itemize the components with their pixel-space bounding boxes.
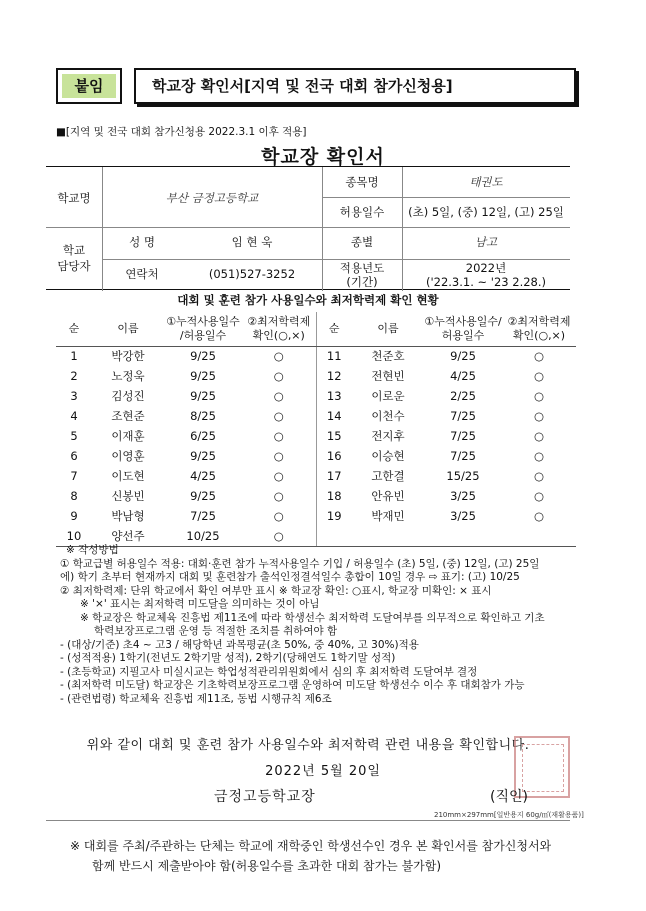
- row-name-right: 전지후: [371, 429, 405, 443]
- row-check-right: ○: [533, 489, 545, 503]
- row-no-right: 15: [316, 426, 352, 446]
- row-no-right: 19: [316, 506, 352, 526]
- apply-year-label-line1: 적용년도: [339, 261, 385, 275]
- note-line: ※ 학교장은 학교체육 진흥법 제11조에 따라 학생선수 최저학력 도달여부를 의무적으로 확인하고 기초: [80, 611, 545, 624]
- row-days-right: 9/25: [450, 349, 476, 364]
- row-check: ○: [273, 369, 284, 383]
- row-days: 9/25: [190, 449, 216, 463]
- row-name-right: 이천수: [371, 409, 405, 423]
- row-check-right: ○: [533, 449, 545, 463]
- col-header-days-line2: /허용일수: [179, 328, 227, 342]
- table-row: [56, 346, 576, 366]
- row-check: ○: [273, 389, 284, 403]
- row-check: ○: [273, 469, 284, 483]
- col-header-days: [164, 312, 242, 346]
- col-header-days-right-line2: 허용일수: [441, 328, 485, 342]
- col-header-no-right: 순: [316, 312, 352, 346]
- table-row: [56, 486, 576, 506]
- row-no: 2: [70, 369, 78, 383]
- footer-note-line2: 함께 반드시 제출받아야 함(허용일수를 초과한 대회 참가는 불가함): [92, 859, 442, 873]
- row-days: 10/25: [164, 526, 242, 546]
- note-line: - (성적적용) 1학기(전년도 2학기말 성적), 2학기(당해연도 1학기말 성적): [60, 652, 396, 664]
- row-name: 양선주: [92, 526, 164, 546]
- row-check: ○: [273, 349, 284, 364]
- school-info-table: [46, 166, 570, 290]
- col-header-academic-right-line1: ②최저학력제: [507, 314, 571, 328]
- row-no: 1: [70, 349, 78, 364]
- notes-heading: ※ 작성방법: [66, 544, 119, 556]
- contact-label: 연락처: [125, 267, 159, 281]
- table-header-row: [56, 312, 576, 346]
- row-no: 4: [70, 409, 78, 423]
- col-header-days-right-line1: ①누적사용일수/: [424, 314, 502, 328]
- row-days: 9/25: [190, 349, 216, 364]
- row-days: 9/25: [190, 389, 216, 403]
- row-name: 신봉빈: [111, 489, 145, 503]
- col-header-name-right: 이름: [352, 312, 424, 346]
- row-check: ○: [273, 409, 284, 423]
- table-row: [56, 446, 576, 466]
- row-name: 이도현: [111, 469, 145, 483]
- allowed-days-value: (초) 5일, (중) 12일, (고) 25일: [408, 205, 564, 219]
- apply-year-label-line2: (기간): [346, 275, 378, 289]
- event-value: 태권도: [469, 175, 503, 189]
- gender-value: 남고: [474, 235, 498, 249]
- gender-label: 종별: [350, 235, 374, 249]
- row-days: 4/25: [190, 469, 216, 483]
- school-name-label: 학교명: [57, 191, 91, 205]
- row-no-right: 12: [316, 366, 352, 386]
- row-days-right: 3/25: [450, 489, 476, 503]
- col-header-days-line1: ①누적사용일수: [166, 314, 240, 328]
- row-name-right: 전현빈: [371, 369, 405, 383]
- row-no: 10: [56, 526, 92, 546]
- note-line: - (대상/기준) 초4 ~ 고3 / 해당학년 과목평균(초 50%, 중 40%, 고 30%)적용: [60, 638, 419, 651]
- row-name: 이재훈: [111, 429, 145, 443]
- contact-value: (051)527-3252: [208, 267, 296, 281]
- table-row: [56, 386, 576, 406]
- manager-name-label: 성 명: [129, 235, 155, 249]
- row-check-right: ○: [533, 389, 545, 403]
- row-name-right: 이로운: [371, 389, 405, 403]
- col-header-academic: [242, 312, 316, 346]
- row-check: ○: [273, 509, 284, 523]
- row-days-right: 3/25: [450, 509, 476, 523]
- document-header-title: 학교장 확인서[지역 및 전국 대회 참가신청용]: [134, 68, 576, 104]
- row-no-right: [316, 526, 352, 546]
- table-row: [56, 366, 576, 386]
- row-check-right: ○: [533, 349, 545, 364]
- col-header-academic-right: [502, 312, 576, 346]
- row-name-right: 이승현: [371, 449, 405, 463]
- note-line: ※ '×' 표시는 최저학력 미도달을 의미하는 것이 아님: [80, 598, 320, 610]
- writing-instructions: [60, 544, 580, 706]
- row-check: ○: [242, 526, 316, 546]
- row-check-right: [502, 526, 576, 546]
- col-header-academic-line2: 확인(○,×): [252, 328, 305, 342]
- applicability-note: ■[지역 및 전국 대회 참가신청용 2022.3.1 이후 적용]: [56, 126, 307, 138]
- table-row: [56, 526, 576, 546]
- row-check: ○: [273, 429, 284, 443]
- col-header-days-right: [424, 312, 502, 346]
- school-name-value: 부산 금정고등학교: [165, 191, 259, 205]
- apply-year-value-line1: 2022년: [465, 261, 507, 275]
- row-no: 3: [70, 389, 78, 403]
- row-no-right: 11: [316, 346, 352, 366]
- row-no: 9: [70, 509, 78, 523]
- paper-size-note: 210mm×297mm[일반용지 60g/㎡(재활용품)]: [434, 811, 584, 819]
- document-title: 학교장 확인서: [261, 146, 385, 168]
- manager-label-line2: 담당자: [57, 259, 91, 273]
- row-no: 6: [70, 449, 78, 463]
- col-header-academic-line1: ②최저학력제: [247, 314, 311, 328]
- row-days-right: 2/25: [450, 389, 476, 403]
- table-row: [56, 426, 576, 446]
- footer-note: [70, 836, 590, 876]
- row-name-right: [352, 526, 424, 546]
- table-caption: 대회 및 훈련 참가 사용일수와 최저학력제 확인 현황: [177, 293, 439, 307]
- row-check-right: ○: [533, 369, 545, 383]
- row-days: 9/25: [190, 489, 216, 503]
- row-no-right: 17: [316, 466, 352, 486]
- row-days-right: 7/25: [450, 429, 476, 443]
- row-name-right: 박재민: [371, 509, 405, 523]
- col-header-name: 이름: [92, 312, 164, 346]
- page-divider: [46, 820, 570, 821]
- row-name: 이영훈: [111, 449, 145, 463]
- note-line: 학력보장프로그램 운영 등 적절한 조치를 취하여야 함: [94, 625, 338, 637]
- row-days-right: [424, 526, 502, 546]
- info-divider: [322, 197, 570, 198]
- row-name-right: 고한결: [371, 469, 405, 483]
- row-name: 조현준: [111, 409, 145, 423]
- note-line: - (최저학력 미도달) 학교장은 기초학력보장프로그램 운영하여 미도달 학생선수 이수 후 대회참가 가능: [60, 679, 525, 691]
- manager-name-value: 임 현 욱: [231, 235, 273, 249]
- row-name-right: 천준호: [371, 349, 405, 364]
- row-days-right: 7/25: [450, 449, 476, 463]
- attachment-tag: [56, 68, 122, 104]
- apply-year-value-line2: ('22.3.1. ~ '23 2.28.): [425, 275, 547, 289]
- row-no-right: 13: [316, 386, 352, 406]
- info-divider: [102, 259, 570, 260]
- row-name: 노정욱: [111, 369, 145, 383]
- table-row: [56, 506, 576, 526]
- note-line: 에) 학기 초부터 현재까지 대회 및 훈련참가 출석인정결석일수 총합이 10일 경우 ⇨ 표기: (고) 10/25: [60, 571, 520, 583]
- note-line: - (관련법령) 학교체육 진흥법 제11조, 동법 시행규칙 제6조: [60, 692, 332, 705]
- col-header-academic-right-line2: 확인(○,×): [512, 328, 566, 342]
- note-line: ① 학교급별 허용일수 적용: 대회·훈련 참가 누적사용일수 기입 / 허용일수 (초) 5일, (중) 12일, (고) 25일: [60, 557, 540, 570]
- seal-label: (직인): [490, 789, 528, 805]
- table-row: [56, 406, 576, 426]
- footer-note-line1: ※ 대회를 주최/주관하는 단체는 학교에 재학중인 학생선수인 경우 본 확인서를 참가신청서와: [70, 839, 552, 853]
- row-check-right: ○: [533, 429, 545, 443]
- row-check: ○: [273, 449, 284, 463]
- allowed-days-label: 허용일수: [339, 205, 385, 219]
- note-line: ② 최저학력제: 단위 학교에서 확인 여부만 표시 ※ 학교장 확인: ○표시, 학교장 미확인: × 표시: [60, 584, 492, 597]
- attachment-tag-label: 붙임: [62, 74, 116, 98]
- row-check-right: ○: [533, 469, 545, 483]
- row-days-right: 4/25: [450, 369, 476, 383]
- participation-table: [56, 312, 576, 547]
- row-days: 7/25: [190, 509, 216, 523]
- table-row: [56, 466, 576, 486]
- row-check-right: ○: [533, 409, 545, 423]
- row-days-right: 7/25: [450, 409, 476, 423]
- row-days-right: 15/25: [446, 469, 480, 483]
- issue-date: 2022년 5월 20일: [265, 764, 381, 779]
- manager-label-line1: 학교: [62, 243, 86, 257]
- row-no: 7: [70, 469, 78, 483]
- row-no-right: 16: [316, 446, 352, 466]
- confirmation-statement: 위와 같이 대회 및 훈련 참가 사용일수와 최저학력 관련 내용을 확인합니다.: [86, 738, 530, 753]
- row-check-right: ○: [533, 509, 545, 523]
- principal-signature-line: 금정고등학교장: [214, 789, 316, 805]
- row-days: 8/25: [190, 409, 216, 423]
- row-no-right: 14: [316, 406, 352, 426]
- row-no: 8: [70, 489, 78, 503]
- row-days: 6/25: [190, 429, 216, 443]
- row-name: 박남형: [111, 509, 145, 523]
- row-no-right: 18: [316, 486, 352, 506]
- row-name: 박강한: [111, 349, 145, 364]
- row-name: 김성진: [111, 389, 145, 403]
- info-divider: [46, 227, 570, 228]
- col-header-no: 순: [56, 312, 92, 346]
- row-check: ○: [273, 489, 284, 503]
- row-name-right: 안유빈: [371, 489, 405, 503]
- event-label: 종목명: [345, 175, 379, 189]
- row-no: 5: [70, 429, 78, 443]
- header-row: [56, 68, 576, 104]
- note-line: - (초등학교) 지필고사 미실시교는 학업성적관리위원회에서 심의 후 최저학력 도달여부 결정: [60, 665, 478, 678]
- row-days: 9/25: [190, 369, 216, 383]
